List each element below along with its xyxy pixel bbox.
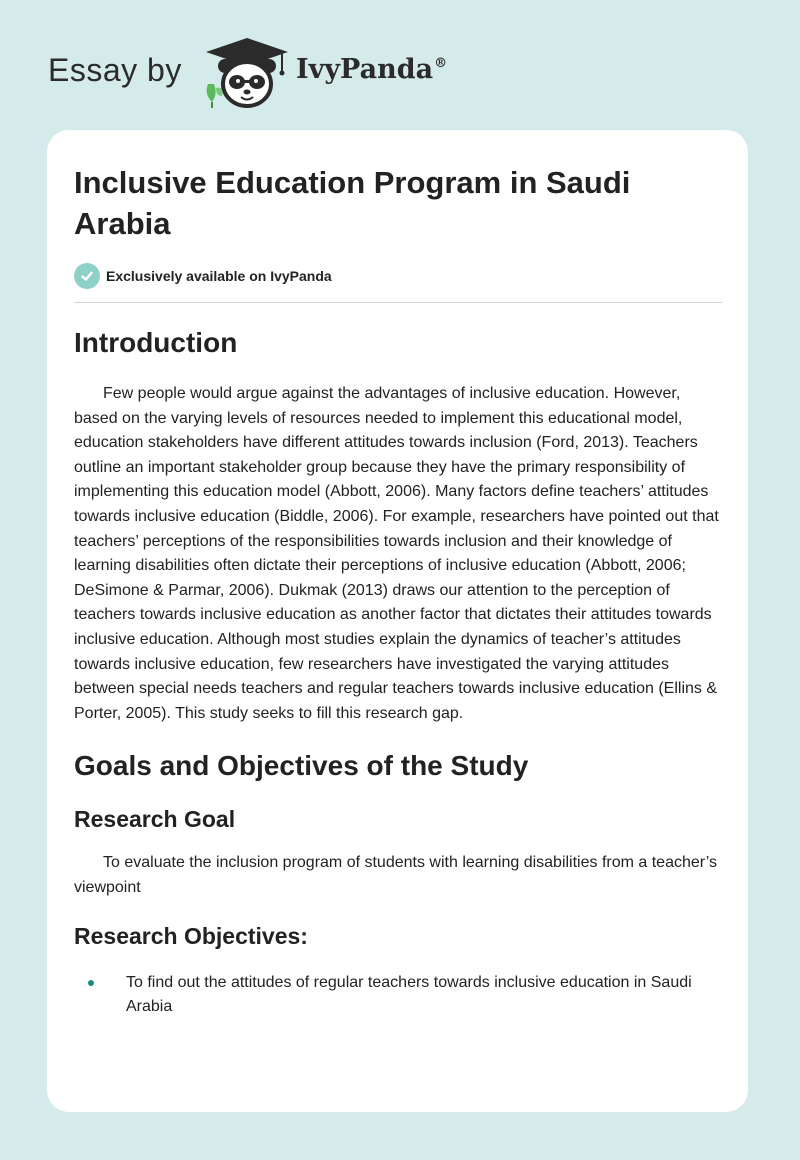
- title-divider: [74, 302, 722, 303]
- registered-mark: ®: [434, 56, 448, 71]
- exclusive-badge-text: Exclusively available on IvyPanda: [106, 268, 332, 284]
- exclusive-badge: [74, 262, 722, 290]
- panda-graduate-logo-icon: [202, 36, 292, 110]
- research-goal-paragraph: To evaluate the inclusion program of students with learning disabilities from a teacher’s viewpoint: [74, 854, 717, 896]
- introduction-paragraph: Few people would argue against the advantages of inclusive education. However, based on the varying levels of resources needed to implement this educational model, education stakeholders have different attitudes towards inclusion (Ford, 2013). Teachers outline an important stakeholder group because they have the primary responsibility of implementing this education model (Abbott, 2006). Many factors define teachers’ attitudes towards inclusive education (Biddle, 2006). For example, researchers have pointed out that teachers’ perceptions of the responsibilities towards inclusion and their knowledge of learning disabilities often dictate their perceptions of inclusive education (Abbott, 2006; DeSimone & Parmar, 2006). Dukmak (2013) draws our attention to the perception of teachers towards inclusive education as another factor that dictates their attitudes towards inclusive education. Although most studies explain the dynamics of teacher’s attitudes towards inclusive education, few researchers have investigated the varying attitudes between special needs teachers and regular teachers towards inclusive education (Ellins & Porter, 2005). This study seeks to fill this research gap.: [74, 385, 719, 722]
- list-item-text: To find out the attitudes of regular teachers towards inclusive education in Saudi Arabia: [126, 973, 692, 1016]
- section-heading-introduction: Introduction: [74, 327, 238, 358]
- article-title: Inclusive Education Program in Saudi Arabia: [74, 165, 631, 241]
- article-card: [47, 130, 748, 1112]
- section-heading-goals: Goals and Objectives of the Study: [74, 750, 529, 782]
- bullet-icon: [88, 980, 94, 986]
- brand-name: IvyPanda®: [296, 54, 448, 85]
- subheading-research-goal: Research Goal: [74, 806, 236, 833]
- brand-header: [48, 36, 468, 116]
- check-circle-icon: [74, 263, 100, 289]
- list-item: [74, 971, 722, 1020]
- brand-prefix: Essay by: [48, 52, 182, 88]
- subheading-research-objectives: Research Objectives:: [74, 922, 308, 949]
- research-objectives-list: [74, 971, 722, 1020]
